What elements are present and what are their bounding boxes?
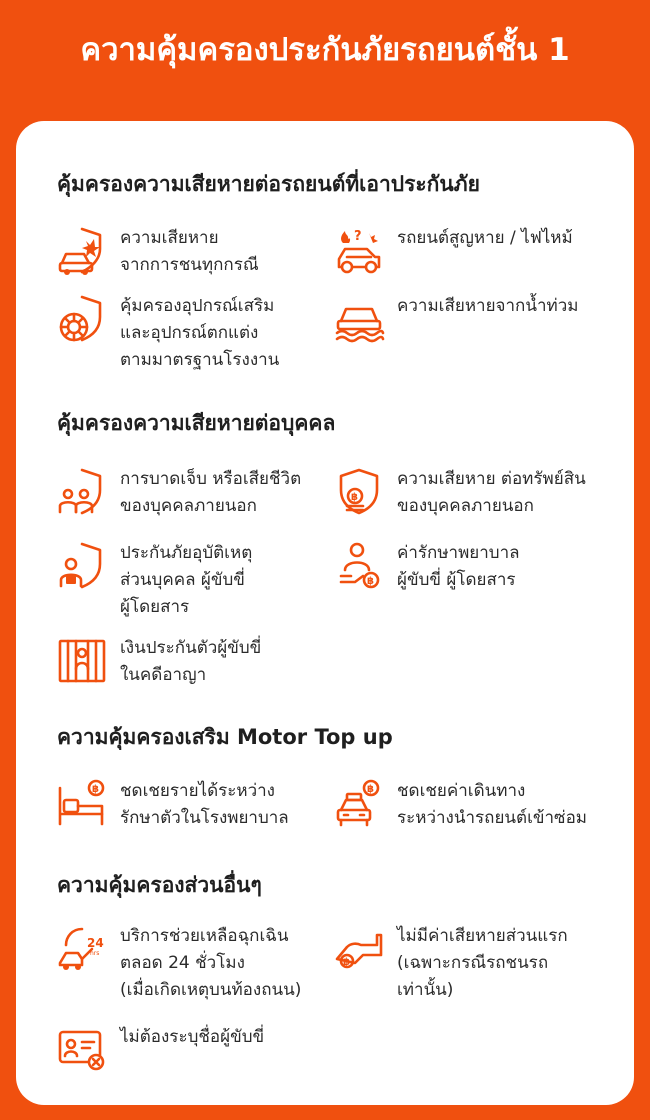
item-text: ค่ารักษาพยาบาล ผู้ขับขี่ ผู้โดยสาร <box>397 543 520 590</box>
car-theft-fire-icon <box>333 225 385 277</box>
baht-symbol: ฿ <box>92 784 99 795</box>
item-text: ความเสียหายจากน้ำท่วม <box>397 296 579 316</box>
section-title-motor-top-up: ความคุ้มครองเสริม Motor Top up <box>57 725 393 749</box>
people-shield-icon <box>56 466 108 518</box>
coverage-card <box>16 121 634 1105</box>
person-coin-hand-icon <box>333 540 385 592</box>
hours-24-label: 24 <box>87 936 104 950</box>
baht-symbol: ฿ <box>351 492 358 503</box>
coins-shield-icon <box>333 466 385 518</box>
jail-icon <box>56 635 108 687</box>
id-card-cross-icon <box>56 1024 108 1076</box>
section-title-car-damage: คุ้มครองความเสียหายต่อรถยนต์ที่เอาประกันภัย <box>57 172 480 196</box>
item-text: รถยนต์สูญหาย / ไฟไหม้ <box>397 228 573 248</box>
hand-coin-icon <box>333 923 385 975</box>
item-text: ชดเชยค่าเดินทาง ระหว่างนำรถยนต์เข้าซ่อม <box>397 781 588 828</box>
item-text: ประกันภัยอุบัติเหตุ ส่วนบุคคล ผู้ขับขี่ ผู้โดยสาร <box>120 543 253 617</box>
person-shield-icon <box>56 540 108 592</box>
item-text: ไม่มีค่าเสียหายส่วนแรก (เฉพาะกรณีรถชนรถ เท่านั้น) <box>397 926 568 1000</box>
hospital-bed-coin-icon <box>56 778 108 830</box>
wheel-shield-icon <box>56 293 108 345</box>
item-text: ชดเชยรายได้ระหว่าง รักษาตัวในโรงพยาบาล <box>120 781 289 828</box>
car-flood-icon <box>333 293 385 345</box>
hrs-label: hrs <box>90 950 100 957</box>
car-crash-shield-icon <box>56 225 108 277</box>
baht-symbol: ฿ <box>367 784 374 795</box>
item-text: คุ้มครองอุปกรณ์เสริม และอุปกรณ์ตกแต่ง ตามมาตรฐานโรงงาน <box>120 296 280 370</box>
section-title-personal-damage: คุ้มครองความเสียหายต่อบุคคล <box>57 411 336 435</box>
baht-symbol: ฿ <box>367 576 374 587</box>
item-text: ไม่ต้องระบุชื่อผู้ขับขี่ <box>120 1027 265 1047</box>
taxi-coin-icon <box>333 778 385 830</box>
item-text: การบาดเจ็บ หรือเสียชีวิต ของบุคคลภายนอก <box>120 469 302 516</box>
page-title: ความคุ้มครองประกันภัยรถยนต์ชั้น 1 <box>80 32 570 68</box>
item-text: ความเสียหาย ต่อทรัพย์สิน ของบุคคลภายนอก <box>397 469 586 516</box>
svg-text:?: ? <box>354 229 362 244</box>
tow-truck-24h-icon <box>56 923 108 975</box>
item-text: ความเสียหาย จากการชนทุกกรณี <box>120 228 259 275</box>
section-title-other-coverage: ความคุ้มครองส่วนอื่นๆ <box>57 873 262 897</box>
item-text: เงินประกันตัวผู้ขับขี่ ในคดีอาญา <box>120 638 262 685</box>
item-text: บริการช่วยเหลือฉุกเฉิน ตลอด 24 ชั่วโมง (เมื่อเกิดเหตุบนท้องถนน) <box>120 926 302 1000</box>
baht-symbol: ฿ <box>343 957 350 968</box>
